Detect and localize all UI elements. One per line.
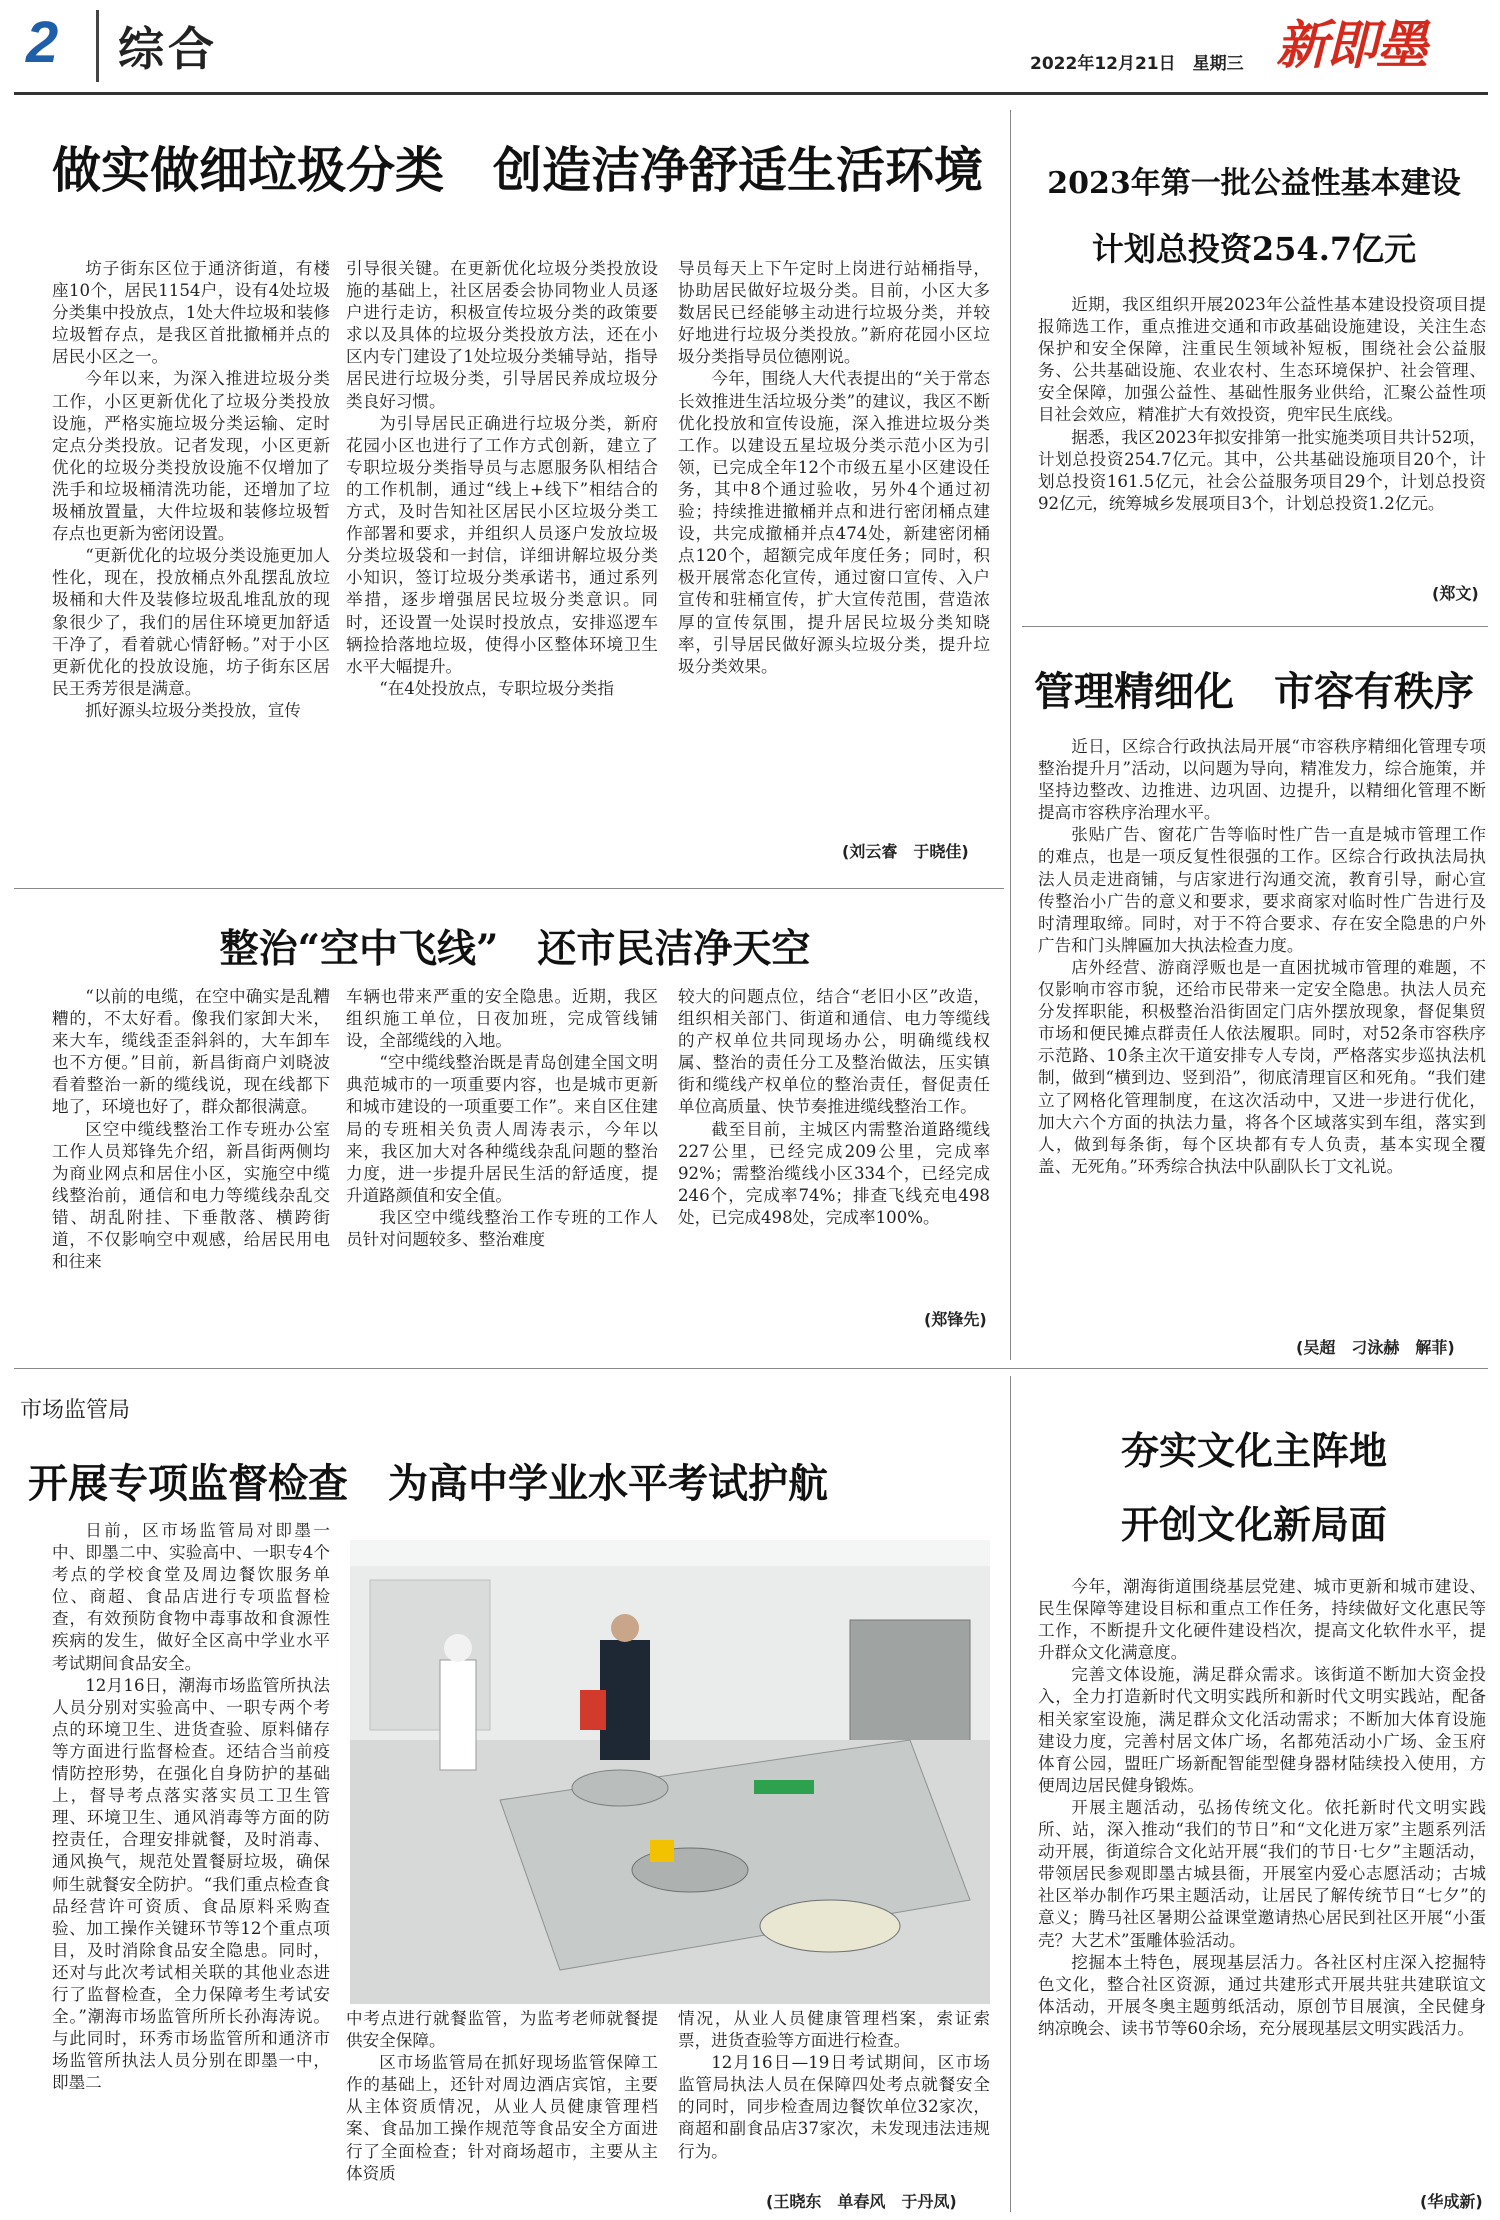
- masthead-rule: [14, 92, 1488, 95]
- divider: [14, 1368, 1488, 1369]
- article5-headline: 开展专项监督检查 为高中学业水平考试护航: [28, 1461, 828, 1507]
- article1-column-1: 坊子街东区位于通济街道，有楼座10个，居民1154户，设有4处垃圾分类集中投放点，1处大件垃圾和装修垃圾暂存点，是我区首批撤桶并点的居民小区之一。 今年以来，为深入推进垃圾分类工作，小区更新优化了垃圾分类投放设施，严格实施垃圾分类运输、定时定点分类投放。记者发现，小区更新优化的垃圾分类投放设施不仅增加了洗手和垃圾桶清洗功能，还增加了垃圾桶放置量，大件垃圾和装修垃圾暂存点也更新为密闭设置。 “更新优化的垃圾分类设施更加人性化，现在，投放桶点外乱摆乱放垃圾桶和大件及装修垃圾乱堆乱放的现象很少了，我们的居住环境更加舒适干净了，看着就心情舒畅。”对于小区更新优化的投放设施，坊子街东区居民王秀芳很是满意。 抓好源头垃圾分类投放，宣传: [52, 259, 330, 720]
- kitchen-inspection-photo: [350, 1540, 990, 2004]
- article4-headline: 整治“空中飞线” 还市民洁净天空: [219, 926, 811, 972]
- article6-headline-line1: 夯实文化主阵地: [1120, 1428, 1387, 1473]
- article1-column-3: 导员每天上下午定时上岗进行站桶指导，协助居民做好垃圾分类。目前，小区大多数居民已经能够主动进行垃圾分类，并较好地进行垃圾分类投放。”新府花园小区垃圾分类指导员位德刚说。 今年，围绕人大代表提出的“关于常态长效推进生活垃圾分类”的建议，我区不断优化投放和宣传设施，深入推进垃圾分类工作。以建设五星垃圾分类示范小区为引领，已完成全年12个市级五星小区建设任务，其中8个通过验收，另外4个通过初验；持续推进撤桶并点和进行密闭桶点建设，共完成撤桶并点474处，新建密闭桶点120个，超额完成年度任务；同时，积极开展常态化宣传，通过窗口宣传、入户宣传和驻桶宣传，扩大宣传范围，营造浓厚的宣传氛围，提升居民垃圾分类知晓率，引导居民做好源头垃圾分类，提升垃圾分类效果。: [678, 259, 990, 676]
- article3-headline: 管理精细化 市容有秩序: [1034, 668, 1474, 715]
- article5-column-1: 日前，区市场监管局对即墨一中、即墨二中、实验高中、一职专4个考点的学校食堂及周边餐饮服务单位、商超、食品店进行专项监督检查，有效预防食物中毒事故和食源性疾病的发生，做好全区高中学业水平考试期间食品安全。 12月16日，潮海市场监管所执法人员分别对实验高中、一职专两个考点的环境卫生、进货查验、原料储存等方面进行监督检查。还结合当前疫情防控形势，在强化自身防护的基础上，督导考点落实落实员工卫生管理、环境卫生、通风消毒等方面的防控责任，合理安排就餐，及时消毒、通风换气，规范处置餐厨垃圾，确保师生就餐安全防护。“我们重点检查食品经营许可资质、食品原料采购查验、加工操作关键环节等12个重点项目，及时消除食品安全隐患。同时，还对与此次考试相关联的其他业态进行了监督检查，全力保障考生考试安全。”潮海市场监管所所长孙海涛说。与此同时，环秀市场监管所和通济市场监管所执法人员分别在即墨一中，即墨二: [52, 1521, 330, 2093]
- article2-byline: (郑文): [1432, 584, 1479, 603]
- article4-byline: (郑锋先): [924, 1310, 987, 1329]
- divider: [1022, 626, 1488, 627]
- masthead-divider: [96, 10, 99, 82]
- article4-column-2: 车辆也带来严重的安全隐患。近期，我区组织施工单位，日夜加班，完成管线铺设，全部缆线的入地。 “空中缆线整治既是青岛创建全国文明典范城市的一项重要内容，也是城市更新和城市建设的一项重要工作”。来自区住建局的专班相关负责人周涛表示，今年以来，我区加大对各种缆线杂乱问题的整治力度，进一步提升居民生活的舒适度，提升道路颜值和安全值。 我区空中缆线整治工作专班的工作人员针对问题较多、整治难度: [346, 987, 658, 1250]
- column-divider: [1010, 1376, 1011, 2212]
- article2-headline-line2: 计划总投资254.7亿元: [1091, 230, 1417, 268]
- photo-illustration: [350, 1540, 990, 2004]
- section-title: 综合: [118, 22, 218, 76]
- page-number: 2: [26, 10, 59, 75]
- article2-body: 近期，我区组织开展2023年公益性基本建设投资项目提报筛选工作，重点推进交通和市政基础设施建设，关注生态保护和安全保障，注重民生领域补短板，围绕社会公益服务、公共基础设施、农业农村、生态环境保护、社会管理、安全保障，加强公益性、基础性服务业供给，汇聚公益性项目社会效应，精准扩大有效投资，兜牢民生底线。 据悉，我区2023年拟安排第一批实施类项目共计52项，计划总投资254.7亿元。其中，公共基础设施项目20个，计划总投资161.5亿元，社会公益服务项目29个，计划总投资92亿元，统筹城乡发展项目3个，计划总投资1.2亿元。: [1038, 295, 1486, 513]
- article6-byline: (华成新): [1420, 2192, 1483, 2211]
- article4-column-3: 较大的问题点位，结合“老旧小区”改造，组织相关部门、街道和通信、电力等缆线的产权单位共同现场办公，明确缆线权属、整治的责任分工及整治做法，压实镇街和缆线产权单位的整治责任，督促责任单位高质量、快节奏推进缆线整治工作。 截至目前，主城区内需整治道路缆线227公里，已经完成209公里，完成率92%；需整治缆线小区334个，已经完成246个，完成率74%；排查飞线充电498处，已完成498处，完成率100%。: [678, 987, 990, 1227]
- article4-column-1: “以前的电缆，在空中确实是乱糟糟的，不太好看。像我们家卸大米，来大车，缆线歪歪斜斜的，大车卸车也不方便。”目前，新昌街商户刘晓波看着整治一新的缆线说，现在线都下地了，环境也好了，群众都很满意。 区空中缆线整治工作专班办公室工作人员郑锋先介绍，新昌街两侧均为商业网点和居住小区，实施空中缆线整治前，通信和电力等缆线杂乱交错、胡乱附挂、下垂散落、横跨街道，不仅影响空中观感，给居民用电和往来: [52, 987, 330, 1272]
- article3-body: 近日，区综合行政执法局开展“市容秩序精细化管理专项整治提升月”活动，以问题为导向，精准发力，综合施策，并坚持边整改、边推进、边巩固、边提升，以精细化管理不断提高市容秩序治理水平。 张贴广告、窗花广告等临时性广告一直是城市管理工作的难点，也是一项反复性很强的工作。区综合行政执法局执法人员走进商铺，与店家进行沟通交流，教育引导，耐心宣传整治小广告的意义和要求，要求商家对临时性广告进行及时清理取缔。同时，对于不符合要求、存在安全隐患的户外广告和门头牌匾加大执法检查力度。 店外经营、游商浮贩也是一直困扰城市管理的难题，不仅影响市容市貌，还给市民带来一定安全隐患。执法人员充分发挥职能，积极整治沿街固定门店外摆放现象，督促集贸市场和便民摊点群责任人依法履职。同时，对52条市容秩序示范路、10条主次干道安排专人专岗，严格落实步巡执法机制，做到“横到边、竖到沿”，彻底清理盲区和死角。“我们建立了网格化管理制度，在这次活动中，又进一步进行优化，加大六个方面的执法力量，将各个区域落实到车组，落实到人，做到每条街，每个区块都有专人负责，基本实现全覆盖、无死角。”环秀综合执法中队副队长丁文礼说。: [1038, 737, 1486, 1176]
- column-divider: [1010, 110, 1011, 1360]
- article6-headline-line2: 开创文化新局面: [1120, 1502, 1387, 1547]
- article6-body: 今年，潮海街道围绕基层党建、城市更新和城市建设、民生保障等建设目标和重点工作任务，持续做好文化惠民等工作，不断提升文化硬件建设档次，提高文化软件水平，提升群众文化满意度。 完善文体设施，满足群众需求。该街道不断加大资金投入，全力打造新时代文明实践所和新时代文明实践站，配备相关家室设施，满足群众文化活动需求；不断加大体育设施建设力度，完善村居文体广场，名都苑活动小广场、金玉府体育公园，盟旺广场新配智能型健身器材陆续投入使用，方便周边居民健身锻炼。 开展主题活动，弘扬传统文化。依托新时代文明实践所、站，深入推动“我们的节日”和“文化进万家”主题系列活动开展，街道综合文化站开展“我们的节日·七夕”主题活动，带领居民参观即墨古城县衙，开展室内爱心志愿活动；古城社区举办制作巧果主题活动，让居民了解传统节日“七夕”的意义；腾马社区暑期公益课堂邀请热心居民到社区开展“小蛋壳？大艺术”蛋雕体验活动。 挖掘本土特色，展现基层活力。各社区村庄深入挖掘特色文化，整合社区资源，通过共建形式开展共驻共建联谊文体活动，开展冬奥主题剪纸活动，原创节目展演，全民健身纳凉晚会、读书节等60余场，充分展现基层文明实践活力。: [1038, 1577, 1486, 2038]
- article2-headline-line1: 2023年第一批公益性基本建设: [1047, 166, 1461, 201]
- article1-byline: (刘云睿 于晓佳): [842, 842, 969, 861]
- article1-column-2: 引导很关键。在更新优化垃圾分类投放设施的基础上，社区居委会协同物业人员逐户进行走访，积极宣传垃圾分类的政策要求以及具体的垃圾分类投放方法，还在小区内专门建设了1处垃圾分类辅导站，指导居民进行垃圾分类，引导居民养成垃圾分类良好习惯。 为引导居民正确进行垃圾分类，新府花园小区也进行了工作方式创新，建立了专职垃圾分类指导员与志愿服务队相结合的工作机制，通过“线上+线下”相结合的方式，及时告知社区居民小区垃圾分类工作部署和要求，并组织人员逐户发放垃圾分类垃圾袋和一封信，详细讲解垃圾分类小知识，签订垃圾分类承诺书，通过系列举措，逐步增强居民垃圾分类意识。同时，还设置一处误时投放点，安排巡逻车辆捡拾落地垃圾，使得小区整体环境卫生水平大幅提升。 “在4处投放点，专职垃圾分类指: [346, 259, 658, 698]
- article5-byline: (王晓东 单春风 于丹凤): [766, 2192, 957, 2211]
- issue-date: 2022年12月21日 星期三: [1030, 54, 1244, 74]
- newspaper-logo: 新即墨: [1276, 15, 1427, 76]
- article1-headline: 做实做细垃圾分类 创造洁净舒适生活环境: [52, 142, 984, 199]
- article5-column-2: 中考点进行就餐监管，为监考老师就餐提供安全保障。 区市场监管局在抓好现场监管保障工作的基础上，还针对周边酒店宾馆，主要从主体资质情况，从业人员健康管理档案、食品加工操作规范等食品安全方面进行了全面检查；针对商场超市，主要从主体资质: [346, 2009, 658, 2183]
- article5-kicker: 市场监管局: [20, 1398, 131, 1423]
- article5-column-3: 情况，从业人员健康管理档案，索证索票，进货查验等方面进行检查。 12月16日—19日考试期间，区市场监管局执法人员在保障四处考点就餐安全的同时，同步检查周边餐饮单位32家次，商超和副食品店37家次，未发现违法违规行为。: [678, 2009, 990, 2161]
- article3-byline: (吴超 刁泳赫 解菲): [1296, 1338, 1455, 1357]
- divider: [14, 888, 1004, 889]
